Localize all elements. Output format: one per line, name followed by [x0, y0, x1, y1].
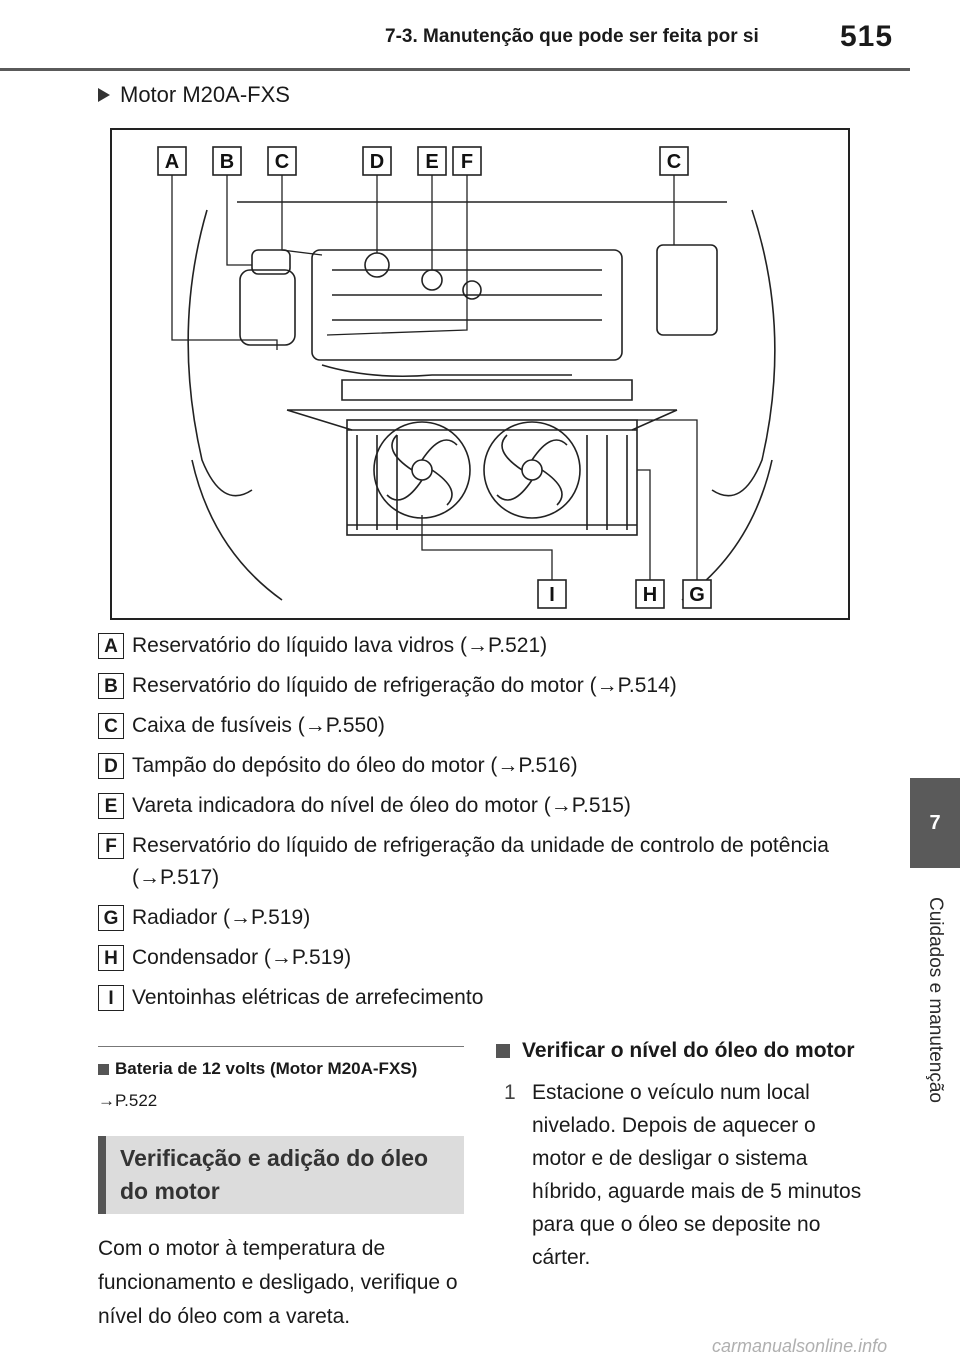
section-title: 7-3. Manutenção que pode ser feita por si: [385, 26, 759, 47]
legend-item: [98, 630, 858, 662]
battery-note: [98, 1046, 464, 1111]
leader-line-b: [227, 175, 252, 265]
step-number: 1: [504, 1081, 516, 1104]
oil-check-heading: [496, 1034, 866, 1068]
callout-label-h: H: [642, 584, 658, 606]
engine-bay-illustration: [110, 128, 850, 620]
section-header: [98, 1136, 464, 1214]
callout-label-i: I: [549, 584, 555, 606]
leader-line-f: [327, 175, 467, 335]
legend-key: I: [98, 985, 124, 1011]
air-duct: [342, 380, 632, 400]
legend-key: H: [98, 945, 124, 971]
leader-line-g: [637, 420, 697, 580]
legend-key: F: [98, 833, 124, 859]
section-title-line-2: do motor: [120, 1178, 220, 1204]
callout-label-c-right: C: [666, 151, 682, 173]
hood-right-edge: [712, 210, 775, 496]
battery-page-link[interactable]: →P.522: [98, 1091, 158, 1110]
radiator-shape: [347, 420, 637, 535]
engine-heading: [98, 82, 290, 108]
section-body: Com o motor à temperatura de funcionamento e desligado, verifique o nível do óleo com a vareta.: [98, 1237, 458, 1328]
dipstick-handle-shape: [422, 270, 442, 290]
engine-bay-drawing: [112, 130, 852, 622]
callout-label-a: A: [164, 151, 180, 173]
header-divider: [0, 68, 910, 71]
procedure-step: [496, 1076, 866, 1274]
callout-label-e: E: [425, 151, 439, 173]
pcu-reservoir-cap: [463, 281, 481, 299]
legend-item: [98, 942, 858, 974]
battery-heading-text: Bateria de 12 volts (Motor M20A-FXS): [115, 1059, 418, 1078]
section-title-line-1: Verificação e adição do óleo: [120, 1145, 429, 1171]
legend-text: Ventoinhas elétricas de arrefecimento: [132, 986, 484, 1009]
legend-text: Reservatório do líquido de refrigeração do motor (→P.514): [132, 674, 677, 697]
fan-right-blades: [497, 435, 567, 505]
fan-left-shape: [374, 422, 470, 518]
legend-key: E: [98, 793, 124, 819]
legend-text: Condensador (→P.519): [132, 946, 352, 969]
chapter-tab[interactable]: 7: [910, 778, 960, 868]
bumper-left: [192, 460, 282, 600]
callout-label-b: B: [219, 151, 235, 173]
callout-label-d: D: [369, 151, 385, 173]
legend-key: G: [98, 905, 124, 931]
square-bullet-icon: [98, 1064, 109, 1075]
legend-text: Reservatório do líquido de refrigeração da unidade de controlo de potência (→P.517): [132, 834, 829, 889]
callout-label-c: C: [274, 151, 290, 173]
component-legend: [98, 630, 858, 1022]
engine-heading-text: Motor M20A-FXS: [120, 82, 290, 107]
legend-item: [98, 830, 858, 894]
oil-check-procedure: [496, 1034, 866, 1274]
triangle-bullet-icon: [98, 88, 110, 102]
legend-item: [98, 670, 858, 702]
bumper-right: [682, 460, 772, 600]
page-number: 515: [840, 20, 894, 53]
legend-item: [98, 982, 858, 1014]
legend-text: Caixa de fusíveis (→P.550): [132, 714, 385, 737]
square-bullet-icon: [496, 1044, 510, 1058]
chapter-label: Cuidados e manutenção: [925, 897, 946, 1103]
legend-item: [98, 710, 858, 742]
legend-key: C: [98, 713, 124, 739]
fuse-box-shape: [657, 245, 717, 335]
oil-check-heading-text: Verificar o nível do óleo do motor: [522, 1039, 855, 1062]
oil-cap-shape: [365, 253, 389, 277]
intake-pipe: [322, 365, 572, 376]
legend-text: Reservatório do líquido lava vidros (→P.521): [132, 634, 548, 657]
washer-reservoir-shape: [240, 270, 295, 345]
legend-item: [98, 750, 858, 782]
legend-key: B: [98, 673, 124, 699]
callout-label-g: G: [689, 584, 705, 606]
fan-right-shape: [484, 422, 580, 518]
fan-left-hub: [412, 460, 432, 480]
legend-text: Tampão do depósito do óleo do motor (→P.516): [132, 754, 578, 777]
battery-heading: [98, 1047, 464, 1079]
fan-right-hub: [522, 460, 542, 480]
leader-lines: [172, 175, 697, 580]
step-text: Estacione o veículo num local nivelado. Depois de aquecer o motor e de desligar o sistema híbrido, aguarde mais de 5 minutos para que o óleo se deposite no cárter.: [532, 1081, 862, 1269]
callout-labels: [158, 147, 711, 608]
leader-line-c-left: [282, 175, 322, 255]
legend-text: Vareta indicadora do nível de óleo do motor (→P.515): [132, 794, 631, 817]
callout-label-f: F: [460, 151, 474, 173]
legend-key: A: [98, 633, 124, 659]
hood-left-edge: [188, 210, 252, 496]
radiator-core-lines: [357, 435, 627, 530]
legend-item: [98, 790, 858, 822]
watermark: carmanualsonline.info: [712, 1336, 888, 1356]
legend-key: D: [98, 753, 124, 779]
legend-item: [98, 902, 858, 934]
leader-line-h: [637, 470, 650, 580]
legend-text: Radiador (→P.519): [132, 906, 311, 929]
